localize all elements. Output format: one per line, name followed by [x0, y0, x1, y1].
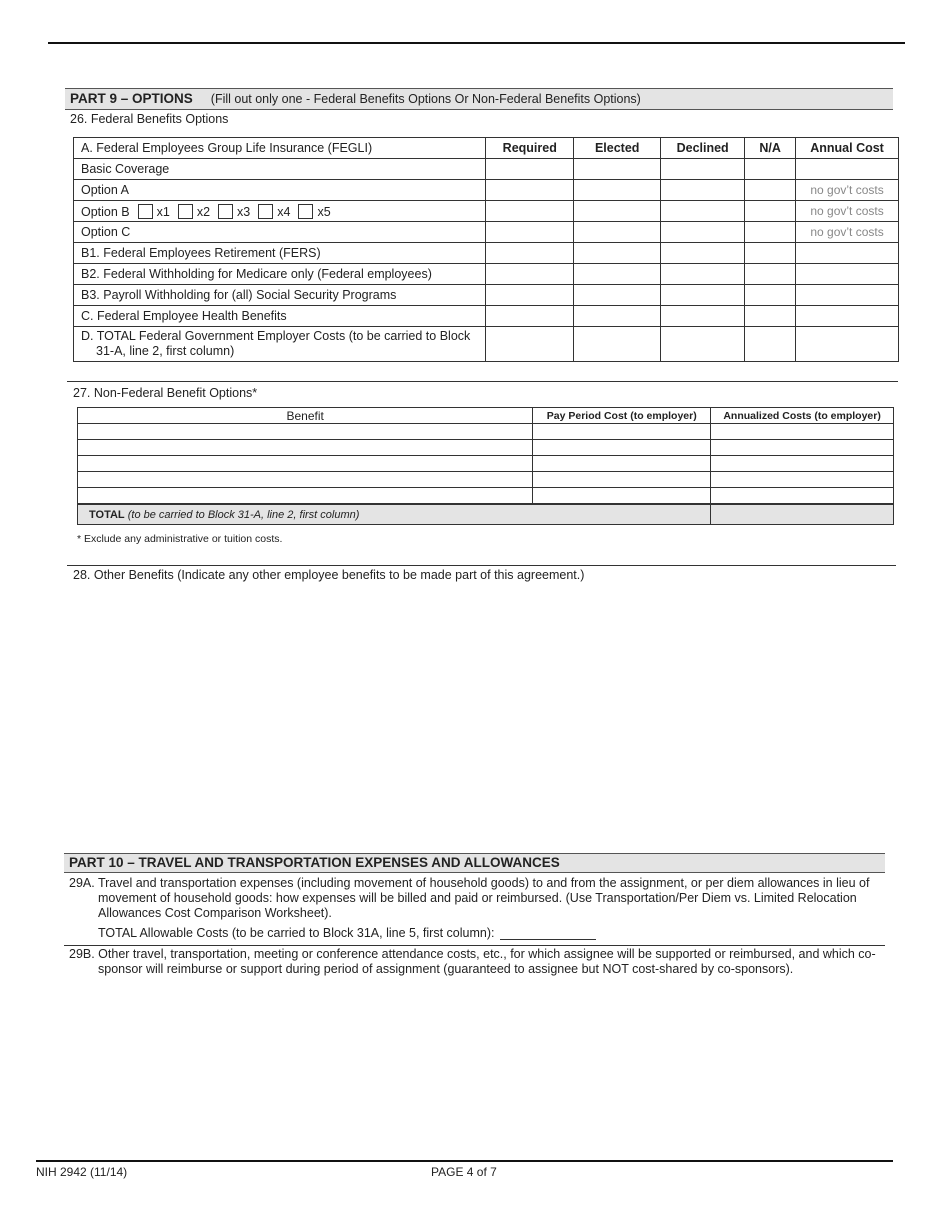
- required-cell[interactable]: [486, 222, 574, 243]
- section26-label: 26. Federal Benefits Options: [70, 112, 229, 126]
- na-cell[interactable]: [745, 243, 796, 264]
- part10-header: [64, 853, 885, 873]
- table-row: [74, 201, 899, 222]
- col-declined: Declined: [661, 138, 745, 159]
- benefit-cell[interactable]: [78, 456, 533, 472]
- total-note: (to be carried to Block 31-A, line 2, first column): [127, 508, 360, 521]
- declined-cell[interactable]: [661, 285, 745, 306]
- table-row: [78, 456, 894, 472]
- other-benefits-area[interactable]: [67, 586, 896, 846]
- benefit-cell[interactable]: [78, 440, 533, 456]
- col-annual-cost: Annual Cost: [796, 138, 899, 159]
- elected-cell[interactable]: [574, 180, 661, 201]
- table-row: [74, 159, 899, 180]
- annualized-cell[interactable]: [711, 456, 894, 472]
- elected-cell[interactable]: [574, 201, 661, 222]
- na-cell[interactable]: [745, 201, 796, 222]
- table-row: [74, 243, 899, 264]
- na-cell[interactable]: [745, 285, 796, 306]
- row-label: Option A: [74, 180, 486, 201]
- benefit-cell[interactable]: [78, 488, 533, 505]
- table-row: [74, 327, 899, 362]
- row-label: D. TOTAL Federal Government Employer Costs (to be carried to Block 31-A, line 2, first column): [74, 327, 486, 362]
- na-cell[interactable]: [745, 222, 796, 243]
- elected-cell[interactable]: [574, 285, 661, 306]
- part10-title: PART 10 – TRAVEL AND TRANSPORTATION EXPENSES AND ALLOWANCES: [69, 855, 560, 870]
- top-rule: [48, 42, 905, 44]
- fegli-header: A. Federal Employees Group Life Insurance (FEGLI): [74, 138, 486, 159]
- total-allowable-row: [98, 926, 596, 941]
- row-label: Option C: [74, 222, 486, 243]
- annual-cost-cell[interactable]: [796, 327, 899, 362]
- row-label: Option B: [81, 204, 130, 219]
- divider: [67, 565, 896, 566]
- table-row: [78, 424, 894, 440]
- row-label: B2. Federal Withholding for Medicare only (Federal employees): [74, 264, 486, 285]
- annual-cost-cell[interactable]: [796, 243, 899, 264]
- required-cell[interactable]: [486, 243, 574, 264]
- part9-header: [65, 88, 893, 110]
- row-label: C. Federal Employee Health Benefits: [74, 306, 486, 327]
- divider: [67, 381, 898, 382]
- col-na: N/A: [745, 138, 796, 159]
- declined-cell[interactable]: [661, 159, 745, 180]
- table-row: [74, 264, 899, 285]
- pay-period-cell[interactable]: [533, 472, 711, 488]
- declined-cell[interactable]: [661, 264, 745, 285]
- x2-checkbox[interactable]: [178, 204, 193, 219]
- annual-cost-cell[interactable]: [796, 264, 899, 285]
- required-cell[interactable]: [486, 327, 574, 362]
- row-label: B1. Federal Employees Retirement (FERS): [74, 243, 486, 264]
- elected-cell[interactable]: [574, 327, 661, 362]
- elected-cell[interactable]: [574, 264, 661, 285]
- annualized-cell[interactable]: [711, 472, 894, 488]
- total-allowable-input[interactable]: [500, 927, 596, 940]
- declined-cell[interactable]: [661, 327, 745, 362]
- table-row: [78, 488, 894, 505]
- na-cell[interactable]: [745, 159, 796, 180]
- item-29a: 29A. Travel and transportation expenses (including movement of household goods) to and from the assignment, or per diem allowances in lieu of movement of household goods: how expenses will be billed and paid or reimbursed. (Use Transportation/Per Diem vs. Limited Relocation Allowances Cost Comparison Worksheet).: [69, 876, 870, 920]
- declined-cell[interactable]: [661, 180, 745, 201]
- annual-cost-cell: no gov’t costs: [796, 201, 899, 222]
- declined-cell[interactable]: [661, 201, 745, 222]
- total-row: [78, 504, 894, 525]
- item-29b: 29B. Other travel, transportation, meeting or conference attendance costs, etc., for which assignee will be supported or reimbursed, and which co-sponsor will reimburse or support during period of assignment (guaranteed to assignee but NOT cost-shared by co-sponsors).: [69, 947, 876, 976]
- option-b-cell: [74, 201, 486, 222]
- na-cell[interactable]: [745, 306, 796, 327]
- total-annualized-cell[interactable]: [711, 504, 894, 525]
- x1-label: x1: [156, 204, 170, 219]
- required-cell[interactable]: [486, 201, 574, 222]
- na-cell[interactable]: [745, 327, 796, 362]
- col-required: Required: [486, 138, 574, 159]
- annual-cost-cell: no gov’t costs: [796, 180, 899, 201]
- elected-cell[interactable]: [574, 306, 661, 327]
- pay-period-cell[interactable]: [533, 424, 711, 440]
- col-benefit: Benefit: [78, 408, 533, 424]
- x4-label: x4: [277, 204, 291, 219]
- benefit-cell[interactable]: [78, 472, 533, 488]
- col-annualized-cost: Annualized Costs (to employer): [711, 408, 894, 424]
- annual-cost-cell: no gov’t costs: [796, 222, 899, 243]
- required-cell[interactable]: [486, 306, 574, 327]
- part9-title: PART 9 – OPTIONS: [70, 91, 193, 106]
- pay-period-cell[interactable]: [533, 456, 711, 472]
- elected-cell[interactable]: [574, 243, 661, 264]
- table-row: [74, 306, 899, 327]
- col-elected: Elected: [574, 138, 661, 159]
- pay-period-cell[interactable]: [533, 440, 711, 456]
- x4-checkbox[interactable]: [258, 204, 273, 219]
- benefit-cell[interactable]: [78, 424, 533, 440]
- annualized-cell[interactable]: [711, 424, 894, 440]
- annualized-cell[interactable]: [711, 488, 894, 505]
- section28-label: 28. Other Benefits (Indicate any other employee benefits to be made part of this agreement.): [73, 568, 585, 582]
- declined-cell[interactable]: [661, 243, 745, 264]
- x3-checkbox[interactable]: [218, 204, 233, 219]
- table-row: [78, 472, 894, 488]
- federal-benefits-table: [73, 137, 899, 362]
- table-row: [74, 285, 899, 306]
- declined-cell[interactable]: [661, 222, 745, 243]
- declined-cell[interactable]: [661, 306, 745, 327]
- annualized-cell[interactable]: [711, 440, 894, 456]
- x3-label: x3: [237, 204, 251, 219]
- divider: [64, 945, 885, 946]
- elected-cell[interactable]: [574, 159, 661, 180]
- total-label: TOTAL: [89, 508, 125, 521]
- row-label: Basic Coverage: [74, 159, 486, 180]
- table-row: [74, 222, 899, 243]
- na-cell[interactable]: [745, 264, 796, 285]
- required-cell[interactable]: [486, 285, 574, 306]
- total-allowable-label: TOTAL Allowable Costs (to be carried to Block 31A, line 5, first column):: [98, 926, 495, 940]
- required-cell[interactable]: [486, 180, 574, 201]
- annual-cost-cell[interactable]: [796, 159, 899, 180]
- other-travel-area[interactable]: [64, 980, 885, 1150]
- na-cell[interactable]: [745, 180, 796, 201]
- pay-period-cell[interactable]: [533, 488, 711, 505]
- part9-note: (Fill out only one - Federal Benefits Options Or Non-Federal Benefits Options): [210, 92, 641, 106]
- section27-label: 27. Non-Federal Benefit Options*: [73, 386, 258, 400]
- table-row: [74, 180, 899, 201]
- total-label-cell: [78, 504, 711, 525]
- x5-label: x5: [317, 204, 331, 219]
- x2-label: x2: [196, 204, 211, 219]
- elected-cell[interactable]: [574, 222, 661, 243]
- footer-rule: [36, 1160, 893, 1162]
- x1-checkbox[interactable]: [138, 204, 153, 219]
- section27-footnote: * Exclude any administrative or tuition costs.: [77, 533, 283, 545]
- form-id: NIH 2942 (11/14): [36, 1165, 128, 1179]
- non-federal-benefits-table: [77, 407, 894, 525]
- annual-cost-cell[interactable]: [796, 306, 899, 327]
- page-number: PAGE 4 of 7: [431, 1165, 497, 1179]
- required-cell[interactable]: [486, 159, 574, 180]
- row-label: B3. Payroll Withholding for (all) Social Security Programs: [74, 285, 486, 306]
- col-pay-period-cost: Pay Period Cost (to employer): [533, 408, 711, 424]
- annual-cost-cell[interactable]: [796, 285, 899, 306]
- x5-checkbox[interactable]: [298, 204, 313, 219]
- required-cell[interactable]: [486, 264, 574, 285]
- table-row: [78, 440, 894, 456]
